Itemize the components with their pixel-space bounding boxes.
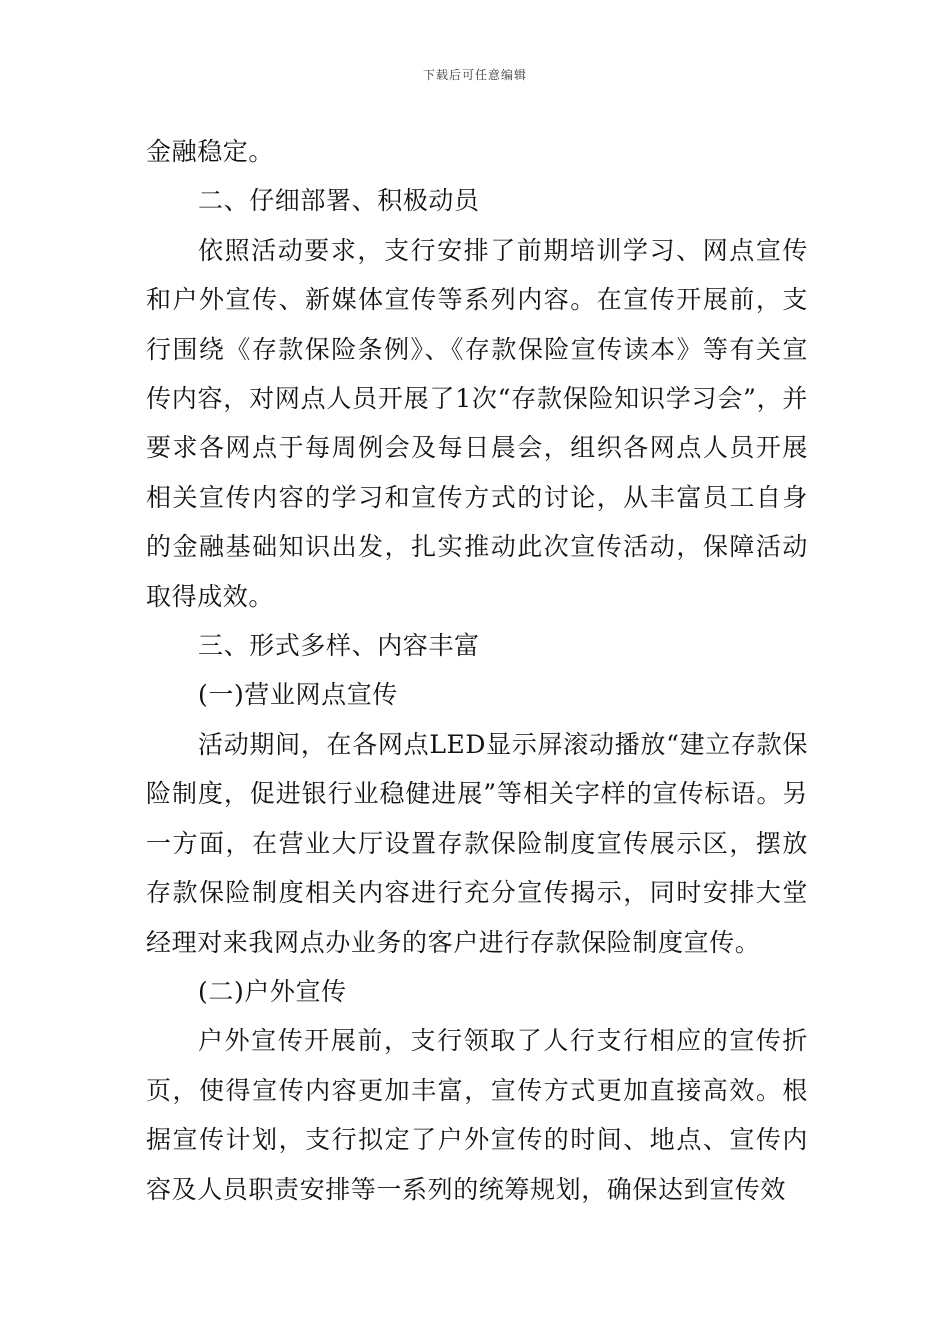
subheading-outdoor-promotion: (二)户外宣传 [198, 976, 347, 1006]
document-body [146, 127, 808, 1214]
section-heading-2: 二、仔细部署、积极动员 [198, 186, 480, 216]
page-header-note: 下载后可任意编辑 [422, 68, 527, 82]
paragraph-outdoor-promotion: 户外宣传开展前，支行领取了人行支行相应的宣传折页，使得宣传内容更加丰富，宣传方式更加直接高效。根据宣传计划，支行拟定了户外宣传的时间、地点、宣传内容及人员职责安排等一系列的统筹规划，确保达到宣传效 [146, 1026, 808, 1204]
paragraph-outlet-promotion: 活动期间，在各网点LED显示屏滚动播放“建立存款保险制度，促进银行业稳健进展”等相关字样的宣传标语。另一方面，在营业大厅设置存款保险制度宣传展示区，摆放存款保险制度相关内容进行充分宣传揭示，同时安排大堂经理对来我网点办业务的客户进行存款保险制度宣传。 [146, 729, 808, 957]
paragraph-1: 金融稳定。 [146, 137, 275, 166]
subheading-outlet-promotion: (一)营业网点宣传 [198, 680, 398, 710]
section-heading-3: 三、形式多样、内容丰富 [198, 631, 480, 661]
paragraph-3: 依照活动要求，支行安排了前期培训学习、网点宣传和户外宣传、新媒体宣传等系列内容。在宣传开展前，支行围绕《存款保险条例》、《存款保险宣传读本》等有关宣传内容，对网点人员开展了1次“存款保险知识学习会”，并要求各网点于每周例会及每日晨会，组织各网点人员开展相关宣传内容的学习和宣传方式的讨论，从丰富员工自身的金融基础知识出发，扎实推动此次宣传活动，保障活动取得成效。 [146, 235, 808, 611]
